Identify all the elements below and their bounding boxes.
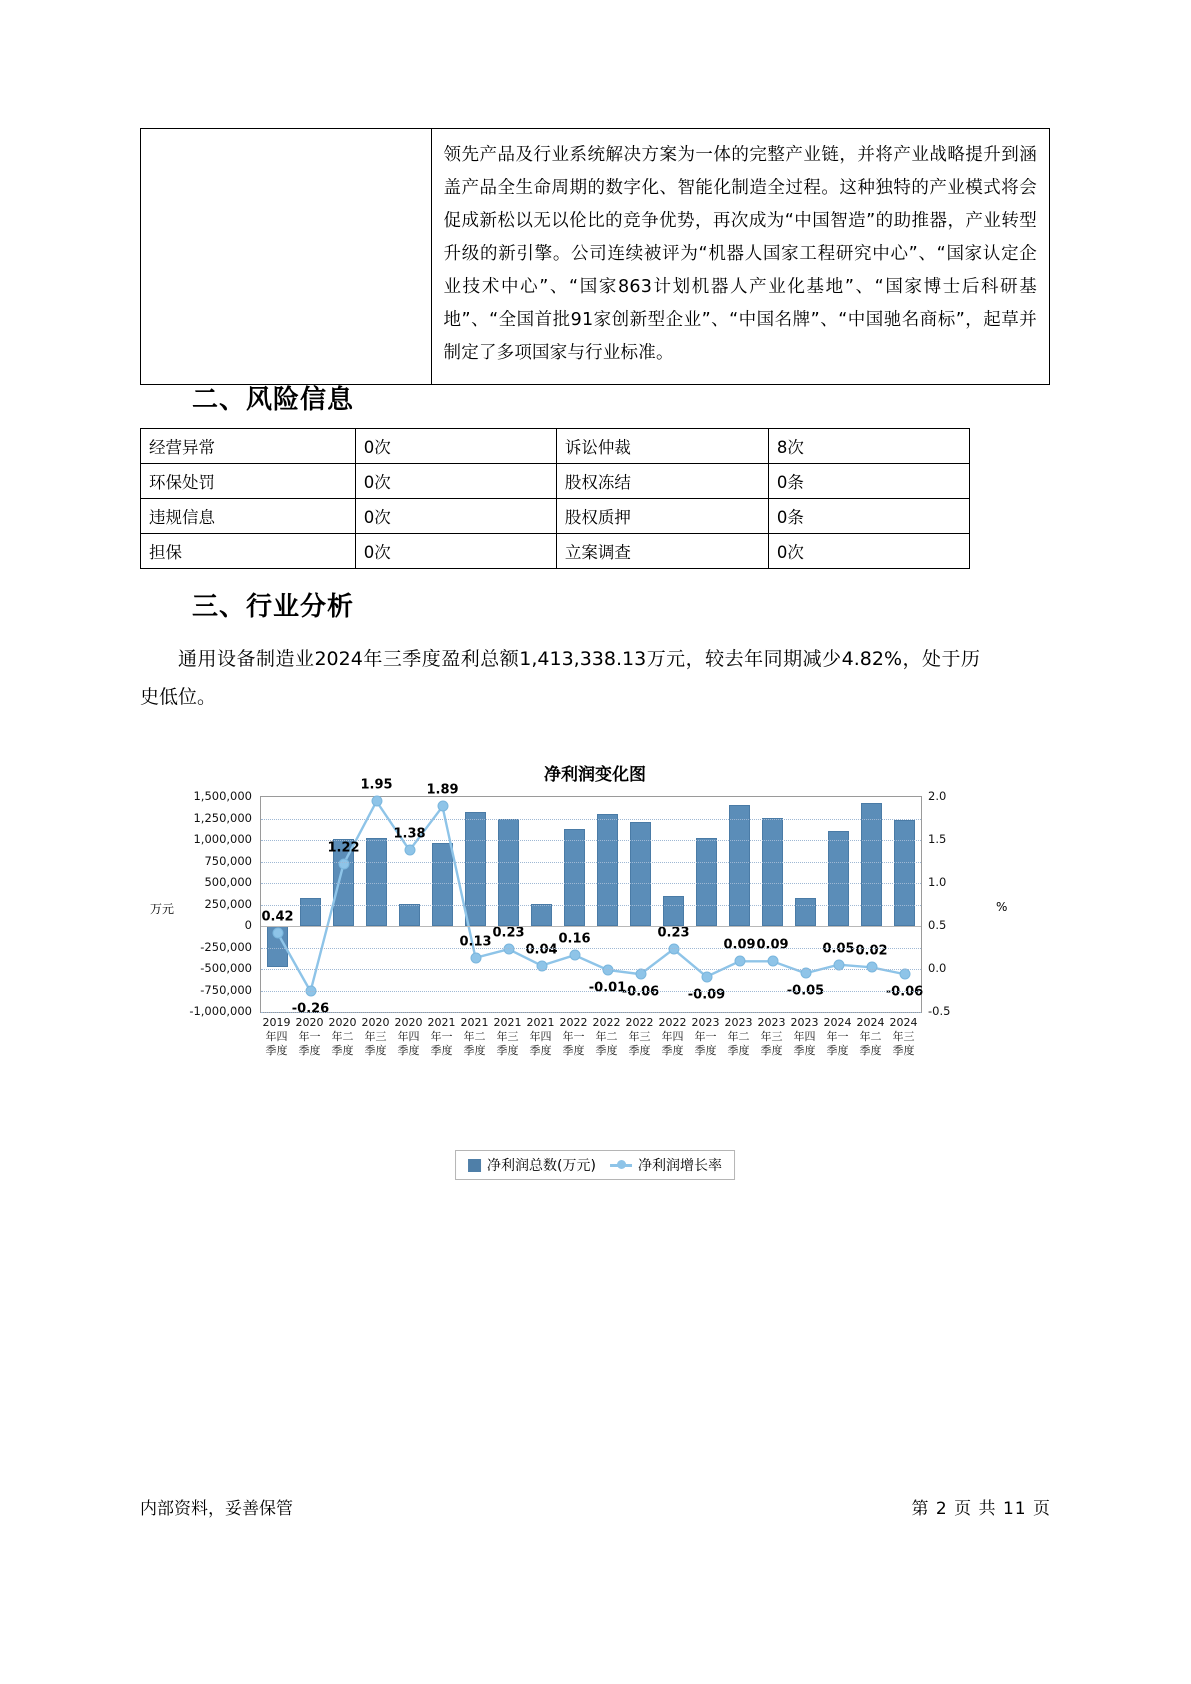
gridline [261, 991, 921, 992]
risk-value: 8次 [768, 429, 969, 464]
data-label: 0.23 [657, 925, 690, 941]
y2-tick-label: -0.5 [928, 1004, 951, 1018]
x-tick-label: 2020年二季度 [328, 1016, 357, 1057]
company-profile-text: 领先产品及行业系统解决方案为一体的完整产业链，并将产业战略提升到涵盖产品全生命周期的数字化、智能化制造全过程。这种独特的产业模式将会促成新松以无以伦比的竞争优势，再次成为“中国智造”的助推器，产业转型升级的新引擎。公司连续被评为“机器人国家工程研究中心”、“国家认定企业技术中心”、“国家863计划机器人产业化基地”、“国家博士后科研基地”、“全国首批91家创新型企业”、“中国名牌”、“中国驰名商标”，起草并制定了多项国家与行业标准。 [443, 145, 1037, 363]
x-tick-label: 2022年三季度 [625, 1016, 654, 1057]
chart-y-axis-title: 万元 [150, 902, 175, 916]
x-tick-label: 2021年一季度 [427, 1016, 456, 1057]
risk-value: 0次 [355, 464, 556, 499]
x-tick-label: 2022年四季度 [658, 1016, 687, 1057]
data-label: -0.26 [291, 1001, 330, 1017]
chart-x-axis-labels [260, 1016, 920, 1136]
footer-note: 内部资料，妥善保管 [140, 1499, 293, 1519]
legend-label-bar: 净利润总数(万元) [487, 1158, 596, 1174]
heading-risk-info: 二、风险信息 [192, 385, 355, 415]
data-label: 1.89 [426, 782, 459, 798]
x-tick-label: 2020年四季度 [394, 1016, 423, 1057]
y2-tick-label: 0.5 [928, 918, 947, 932]
risk-key: 违规信息 [141, 499, 356, 534]
data-label: -0.09 [687, 987, 726, 1003]
y-tick-label: 1,500,000 [193, 789, 252, 803]
table-row [141, 499, 970, 534]
chart-legend [455, 1150, 735, 1180]
data-label: 0.02 [855, 943, 888, 959]
x-tick-label: 2021年二季度 [460, 1016, 489, 1057]
x-tick-label: 2024年三季度 [889, 1016, 918, 1057]
table-row [141, 464, 970, 499]
data-label: 0.23 [492, 925, 525, 941]
legend-item-bar [468, 1155, 596, 1175]
legend-item-line [610, 1155, 722, 1175]
x-tick-label: 2022年二季度 [592, 1016, 621, 1057]
y-tick-label: 1,000,000 [193, 832, 252, 846]
x-tick-label: 2019年四季度 [262, 1016, 291, 1057]
y-tick-label: 750,000 [204, 853, 252, 868]
risk-value: 0次 [355, 429, 556, 464]
data-label: 1.22 [327, 840, 360, 856]
data-label: 0.04 [525, 942, 558, 958]
legend-label-line: 净利润增长率 [637, 1158, 722, 1174]
x-tick-label: 2021年四季度 [526, 1016, 555, 1057]
risk-key: 股权质押 [556, 499, 768, 534]
y-tick-label: 250,000 [204, 896, 252, 911]
heading-industry-analysis: 三、行业分析 [192, 592, 355, 622]
line-marker [338, 859, 349, 870]
data-label: 1.38 [393, 826, 426, 842]
x-tick-label: 2020年一季度 [295, 1016, 324, 1057]
x-tick-label: 2022年一季度 [559, 1016, 588, 1057]
risk-value: 0次 [355, 534, 556, 569]
data-label: -0.06 [885, 984, 924, 1000]
risk-key: 立案调查 [556, 534, 768, 569]
table-row [141, 129, 1050, 385]
y2-tick-label: 0.0 [928, 961, 947, 975]
y-tick-label: 500,000 [204, 875, 252, 889]
line-marker [503, 944, 514, 955]
gridline [261, 948, 921, 949]
gridline [261, 840, 921, 841]
data-label: 0.09 [723, 937, 756, 953]
line-marker [635, 969, 646, 980]
data-label: 0.13 [459, 934, 492, 950]
gridline [261, 819, 921, 820]
legend-line-swatch-icon [610, 1164, 632, 1167]
x-tick-label: 2023年二季度 [724, 1016, 753, 1057]
data-label: 0.16 [558, 931, 591, 947]
y-tick-label: -750,000 [200, 982, 252, 997]
table-row [141, 429, 970, 464]
x-tick-label: 2020年三季度 [361, 1016, 390, 1057]
profile-label-cell [141, 129, 432, 385]
data-label: -0.01 [588, 980, 627, 996]
line-marker [767, 956, 778, 967]
line-marker [866, 962, 877, 973]
y2-tick-label: 2.0 [928, 789, 947, 803]
y-tick-label: 1,250,000 [193, 810, 252, 825]
y-tick-label: -250,000 [200, 939, 252, 954]
risk-value: 0次 [768, 534, 969, 569]
gridline [261, 926, 921, 927]
table-row [141, 534, 970, 569]
risk-key: 诉讼仲裁 [556, 429, 768, 464]
risk-key: 股权冻结 [556, 464, 768, 499]
line-marker [437, 801, 448, 812]
risk-info-table [140, 428, 970, 569]
y-tick-label: 0 [244, 918, 252, 932]
chart-plot-area [260, 777, 924, 1017]
line-marker [734, 956, 745, 967]
x-tick-label: 2024年一季度 [823, 1016, 852, 1057]
gridline [261, 969, 921, 970]
risk-value: 0条 [768, 499, 969, 534]
data-label: 0.09 [756, 937, 789, 953]
risk-value: 0次 [355, 499, 556, 534]
footer-page-number: 第 2 页 共 11 页 [911, 1499, 1051, 1519]
x-tick-label: 2023年一季度 [691, 1016, 720, 1057]
risk-key: 环保处罚 [141, 464, 356, 499]
x-tick-label: 2023年三季度 [757, 1016, 786, 1057]
y-tick-label: -500,000 [200, 961, 252, 975]
line-marker [701, 971, 712, 982]
y-tick-label: -1,000,000 [189, 1004, 252, 1018]
data-label: 1.95 [360, 777, 393, 793]
line-marker [569, 950, 580, 961]
industry-analysis-paragraph: 通用设备制造业2024年三季度盈利总额1,413,338.13万元，较去年同期减少4.82%，处于历史低位。 [140, 648, 980, 708]
risk-key: 经营异常 [141, 429, 356, 464]
gridline [261, 1012, 921, 1013]
x-tick-label: 2023年四季度 [790, 1016, 819, 1057]
data-label: 0.05 [822, 941, 855, 957]
y2-tick-label: 1.5 [928, 832, 947, 846]
x-tick-label: 2024年二季度 [856, 1016, 885, 1057]
company-profile-table [140, 128, 1050, 385]
risk-key: 担保 [141, 534, 356, 569]
data-label: 0.42 [261, 909, 294, 925]
chart-y2-axis-title: % [996, 900, 1008, 914]
gridline [261, 883, 921, 884]
net-profit-chart [140, 760, 1050, 1180]
risk-value: 0条 [768, 464, 969, 499]
legend-bar-swatch-icon [468, 1159, 481, 1172]
chart-title: 净利润变化图 [544, 765, 646, 785]
line-marker [371, 796, 382, 807]
gridline [261, 862, 921, 863]
data-label: -0.06 [621, 984, 660, 1000]
y2-tick-label: 1.0 [928, 875, 947, 889]
line-marker [668, 944, 679, 955]
line-marker [404, 845, 415, 856]
line-marker [272, 927, 283, 938]
data-label: -0.05 [786, 983, 825, 999]
gridline [261, 905, 921, 906]
line-marker [470, 952, 481, 963]
x-tick-label: 2021年三季度 [493, 1016, 522, 1057]
line-marker [899, 969, 910, 980]
